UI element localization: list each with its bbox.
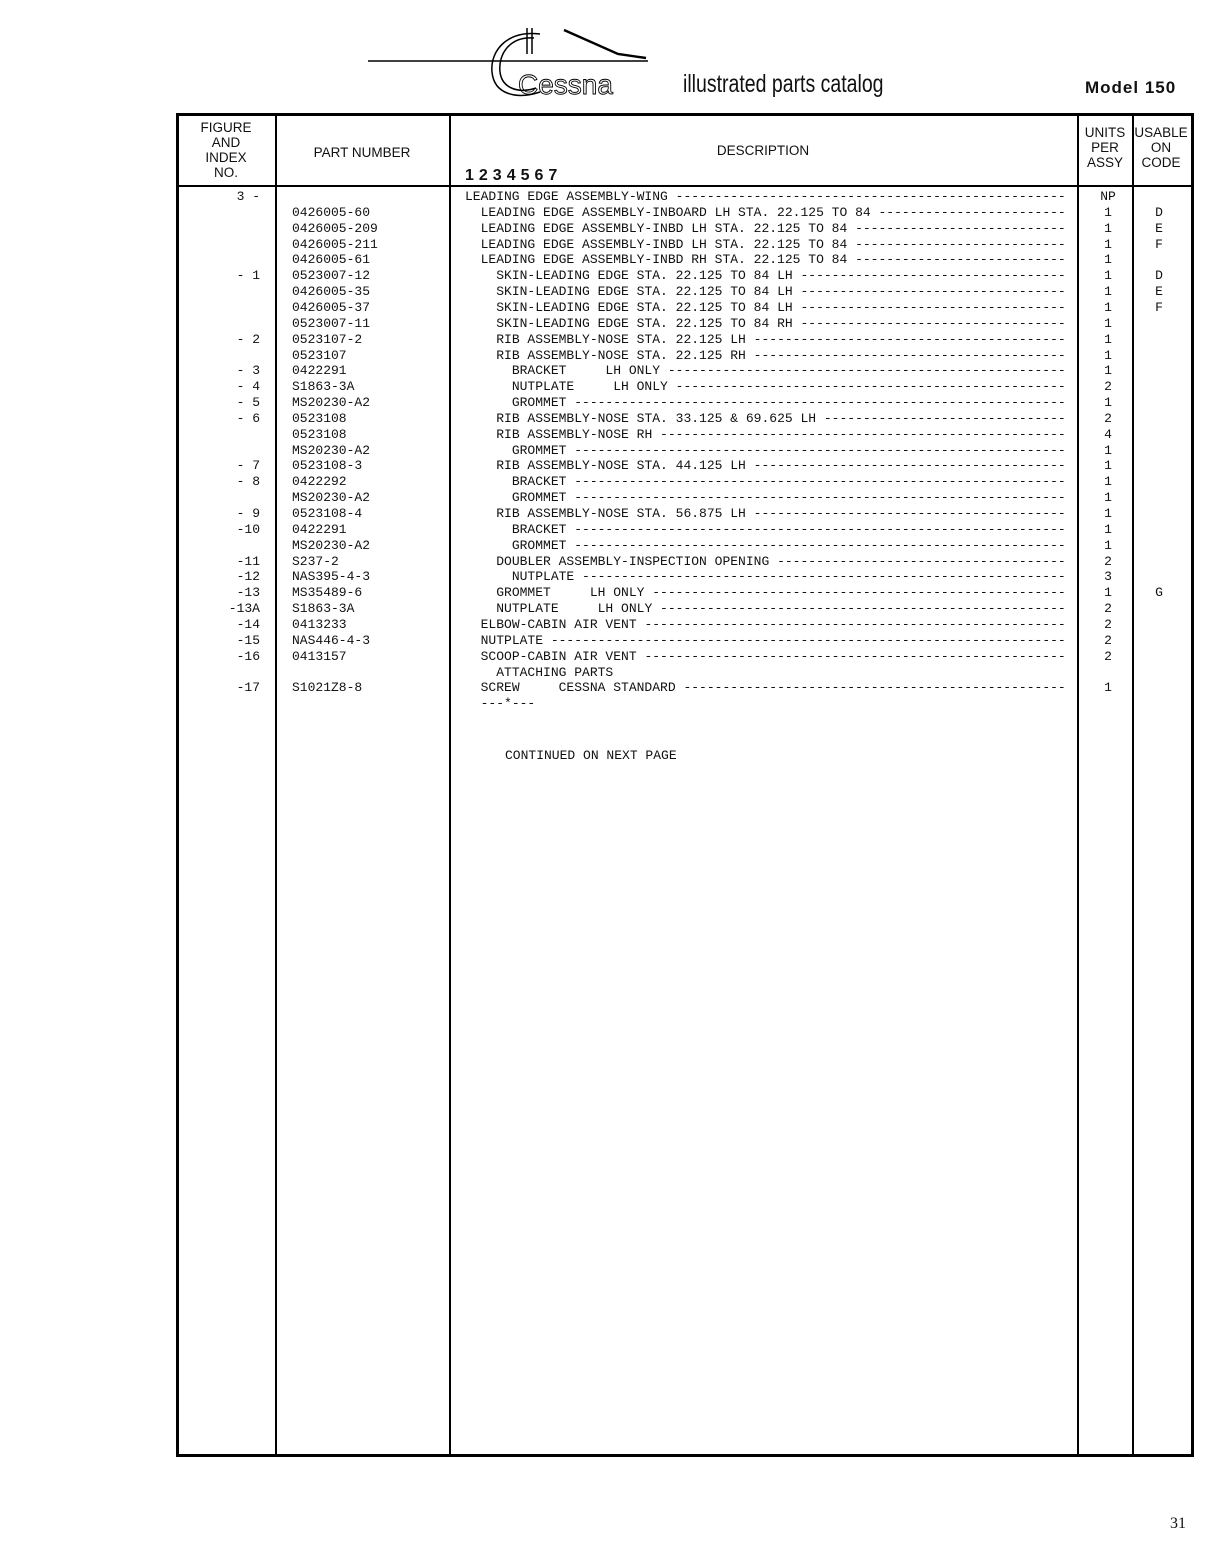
- units-cell: NP: [1100, 189, 1116, 204]
- description-cell: [465, 633, 1070, 649]
- header-units-per-assy: UNITS PER ASSY: [1084, 125, 1126, 170]
- table-row: [0, 411, 1212, 427]
- units-cell: 2: [1104, 617, 1112, 632]
- table-row: [0, 189, 1212, 205]
- dash-leader: -------------------------------: [816, 410, 1066, 426]
- part-number-cell: 0422292: [292, 474, 347, 490]
- units-cell: 1: [1104, 204, 1112, 220]
- units-cell: 1: [1104, 363, 1112, 379]
- description-text: LEADING EDGE ASSEMBLY-WING: [465, 189, 668, 204]
- description-cell: [465, 411, 1070, 427]
- description-cell: [465, 617, 1070, 633]
- description-cell: [465, 443, 1070, 459]
- description-cell: [465, 316, 1070, 332]
- table-row: [0, 601, 1212, 617]
- part-number-cell: 0426005-61: [292, 252, 371, 268]
- description-cell: [465, 221, 1070, 237]
- table-row: [0, 538, 1212, 554]
- part-number-cell: 0523108-4: [292, 506, 363, 521]
- units-cell: 1: [1104, 236, 1112, 252]
- description-text: SKIN-LEADING EDGE STA. 22.125 TO 84 LH: [496, 299, 793, 315]
- part-number-cell: NAS446-4-3: [292, 632, 371, 648]
- units-cell: 4: [1104, 426, 1112, 442]
- dash-leader: ----------------------------------: [792, 284, 1066, 300]
- description-text: SCREW CESSNA STANDARD: [480, 680, 676, 696]
- units-cell: 1: [1104, 680, 1112, 696]
- figure-index-cell: -13A: [228, 601, 260, 617]
- description-text: NUTPLATE LH ONLY: [496, 601, 653, 617]
- part-number-cell: 0523108-3: [292, 458, 363, 474]
- figure-index-cell: 3 -: [236, 189, 260, 204]
- part-number-cell: MS35489-6: [292, 585, 363, 601]
- description-text: SKIN-LEADING EDGE STA. 22.125 TO 84 RH: [496, 315, 793, 331]
- units-cell: 1: [1104, 537, 1112, 553]
- description-cell: [465, 458, 1070, 474]
- dash-leader: ----------------------------------------: [745, 347, 1066, 363]
- description-cell: [465, 284, 1070, 300]
- dash-leader: ------------------------------------------------------: [636, 617, 1066, 632]
- description-cell: [465, 395, 1070, 411]
- description-text: SCOOP-CABIN AIR VENT: [480, 648, 637, 664]
- figure-index-cell: -17: [236, 680, 260, 696]
- dash-leader: ----------------------------------------: [745, 331, 1066, 347]
- table-row: [0, 696, 1212, 712]
- description-text: SKIN-LEADING EDGE STA. 22.125 TO 84 LH: [496, 268, 793, 284]
- table-row: [0, 458, 1212, 474]
- units-cell: 1: [1104, 521, 1112, 537]
- table-row: [0, 427, 1212, 443]
- part-number-cell: 0426005-211: [292, 236, 378, 252]
- description-text: BRACKET: [511, 521, 567, 537]
- description-cell: [465, 379, 1070, 395]
- description-text: ELBOW-CABIN AIR VENT: [480, 617, 637, 632]
- dash-leader: --------------------------------------------------: [667, 379, 1066, 395]
- header-part-number: PART NUMBER: [313, 145, 411, 160]
- units-cell: 1: [1104, 585, 1112, 601]
- table-row: [0, 395, 1212, 411]
- model-label: Model 150: [1085, 78, 1177, 97]
- description-cell: [465, 665, 1070, 681]
- description-cell: [465, 237, 1070, 253]
- description-cell: [465, 300, 1070, 316]
- usable-code-cell: F: [1155, 299, 1163, 315]
- description-cell: [465, 696, 1070, 712]
- table-row: [0, 506, 1212, 522]
- figure-index-cell: - 9: [236, 506, 260, 521]
- part-number-cell: MS20230-A2: [292, 490, 371, 506]
- units-cell: 1: [1104, 506, 1112, 521]
- units-cell: 1: [1104, 268, 1112, 284]
- part-number-cell: 0523108: [292, 426, 347, 442]
- description-text: ATTACHING PARTS: [496, 664, 614, 680]
- dash-leader: -----------------------------------------------------: [644, 585, 1066, 601]
- part-number-cell: NAS395-4-3: [292, 569, 371, 585]
- description-text: NUTPLATE: [480, 632, 544, 648]
- dash-leader: ----------------------------------: [792, 315, 1066, 331]
- dash-leader: ----------------------------------------: [745, 506, 1066, 521]
- figure-index-cell: -16: [236, 648, 260, 664]
- table-row: [0, 237, 1212, 253]
- units-cell: 1: [1104, 490, 1112, 506]
- part-number-cell: 0523107-2: [292, 331, 363, 347]
- figure-index-cell: - 7: [236, 458, 260, 474]
- dash-leader: ----------------------------------: [792, 268, 1066, 284]
- description-text: LEADING EDGE ASSEMBLY-INBD RH STA. 22.125 TO 84: [480, 252, 848, 268]
- description-text: RIB ASSEMBLY-NOSE STA. 22.125 RH: [496, 347, 746, 363]
- description-text: NUTPLATE LH ONLY: [511, 379, 668, 395]
- table-row: [0, 665, 1212, 681]
- description-cell: [465, 348, 1070, 364]
- description-text: RIB ASSEMBLY-NOSE RH: [496, 426, 653, 442]
- dash-leader: ---------------------------------------------------------------: [566, 521, 1066, 537]
- part-number-cell: 0523107: [292, 347, 347, 363]
- table-row: [0, 284, 1212, 300]
- units-cell: 1: [1104, 220, 1112, 236]
- part-number-cell: S237-2: [292, 553, 339, 569]
- dash-leader: ---------------------------: [847, 252, 1066, 268]
- table-row: [0, 649, 1212, 665]
- logo-wordmark: Cessna: [518, 69, 613, 100]
- dash-leader: ------------------------------------------------------: [636, 648, 1066, 664]
- description-cell: [465, 427, 1070, 443]
- header-description: DESCRIPTION: [716, 143, 810, 158]
- dash-leader: ---------------------------------------------------------------: [566, 537, 1066, 553]
- part-number-cell: 0523108: [292, 410, 347, 426]
- figure-index-cell: - 1: [236, 268, 260, 284]
- units-cell: 2: [1104, 379, 1112, 395]
- dash-leader: ----------------------------------: [792, 299, 1066, 315]
- description-cell: [465, 522, 1070, 538]
- dash-leader: -------------------------------------------------: [675, 680, 1066, 696]
- description-text: ---*---: [480, 696, 536, 712]
- units-cell: 1: [1104, 284, 1112, 300]
- header-figure-index: FIGURE AND INDEX NO.: [200, 120, 252, 180]
- description-cell: [465, 601, 1070, 617]
- units-cell: 1: [1104, 299, 1112, 315]
- table-row: [0, 490, 1212, 506]
- table-row: [0, 252, 1212, 268]
- table-row: [0, 268, 1212, 284]
- part-number-cell: 0523007-11: [292, 315, 371, 331]
- description-text: NUTPLATE: [511, 569, 575, 585]
- part-number-cell: 0426005-35: [292, 284, 371, 300]
- part-number-cell: MS20230-A2: [292, 537, 371, 553]
- description-text: RIB ASSEMBLY-NOSE STA. 44.125 LH: [496, 458, 746, 474]
- units-cell: 2: [1104, 601, 1112, 617]
- table-row: [0, 316, 1212, 332]
- description-text: SKIN-LEADING EDGE STA. 22.125 TO 84 LH: [496, 284, 793, 300]
- figure-index-cell: -15: [236, 632, 260, 648]
- figure-index-cell: - 5: [236, 395, 260, 410]
- usable-code-cell: E: [1155, 220, 1163, 236]
- description-cell: [465, 252, 1070, 268]
- part-number-cell: S1863-3A: [292, 601, 355, 617]
- description-cell: [465, 506, 1070, 522]
- dash-leader: ----------------------------------------------------: [652, 426, 1066, 442]
- description-text: GROMMET: [511, 537, 567, 553]
- figure-index-cell: - 6: [236, 410, 260, 426]
- description-cell: [465, 585, 1070, 601]
- figure-index-cell: - 4: [236, 379, 260, 395]
- indent-scale: 1234567: [465, 167, 563, 184]
- units-cell: 1: [1104, 442, 1112, 458]
- usable-code-cell: D: [1155, 204, 1163, 220]
- description-text: LEADING EDGE ASSEMBLY-INBOARD LH STA. 22.125 TO 84: [480, 204, 871, 220]
- figure-index-cell: - 3: [236, 363, 260, 379]
- units-cell: 2: [1104, 410, 1112, 426]
- dash-leader: ------------------------: [870, 204, 1066, 220]
- description-text: RIB ASSEMBLY-NOSE STA. 56.875 LH: [496, 506, 746, 521]
- description-cell: [465, 649, 1070, 665]
- units-cell: 3: [1104, 569, 1112, 585]
- part-number-cell: MS20230-A2: [292, 442, 371, 458]
- part-number-cell: 0413157: [292, 648, 347, 664]
- figure-index-cell: -10: [236, 521, 260, 537]
- description-text: GROMMET LH ONLY: [496, 585, 645, 601]
- units-cell: 2: [1104, 553, 1112, 569]
- table-row: [0, 617, 1212, 633]
- units-cell: 1: [1104, 331, 1112, 347]
- part-number-cell: 0426005-209: [292, 220, 378, 236]
- continued-note: CONTINUED ON NEXT PAGE: [505, 748, 677, 763]
- header-usable-on-code: USABLE ON CODE: [1134, 125, 1188, 170]
- units-cell: 1: [1104, 474, 1112, 490]
- description-text: GROMMET: [511, 490, 567, 506]
- table-row: [0, 569, 1212, 585]
- usable-code-cell: F: [1155, 236, 1163, 252]
- figure-index-cell: -12: [236, 569, 260, 585]
- dash-leader: ---------------------------: [847, 220, 1066, 236]
- description-cell: [465, 474, 1070, 490]
- figure-index-cell: - 2: [236, 331, 260, 347]
- description-text: GROMMET: [511, 395, 567, 410]
- table-row: [0, 379, 1212, 395]
- table-row: [0, 522, 1212, 538]
- description-text: LEADING EDGE ASSEMBLY-INBD LH STA. 22.125 TO 84: [480, 236, 848, 252]
- dash-leader: ---------------------------------------------------------------: [566, 474, 1066, 490]
- cessna-logo: [368, 24, 688, 104]
- part-number-cell: 0426005-37: [292, 299, 371, 315]
- figure-index-cell: - 8: [236, 474, 260, 490]
- dash-leader: ---------------------------------------------------: [660, 363, 1066, 379]
- dash-leader: ---------------------------: [847, 236, 1066, 252]
- usable-code-cell: E: [1155, 284, 1163, 300]
- dash-leader: ----------------------------------------: [745, 458, 1066, 474]
- description-text: BRACKET LH ONLY: [511, 363, 661, 379]
- units-cell: 1: [1104, 395, 1112, 410]
- units-cell: 1: [1104, 252, 1112, 268]
- description-cell: [465, 538, 1070, 554]
- table-row: [0, 348, 1212, 364]
- part-number-cell: 0422291: [292, 363, 347, 379]
- description-cell: [465, 205, 1070, 221]
- part-number-cell: MS20230-A2: [292, 395, 371, 410]
- dash-leader: ----------------------------------------------------: [652, 601, 1066, 617]
- table-row: [0, 474, 1212, 490]
- part-number-cell: 0523007-12: [292, 268, 371, 284]
- description-cell: [465, 268, 1070, 284]
- table-row: [0, 221, 1212, 237]
- table-row: [0, 680, 1212, 696]
- part-number-cell: 0413233: [292, 617, 347, 632]
- figure-index-cell: -11: [236, 553, 260, 569]
- part-number-cell: S1863-3A: [292, 379, 355, 395]
- table-row: [0, 554, 1212, 570]
- dash-leader: --------------------------------------------------------------: [574, 569, 1066, 585]
- units-cell: 1: [1104, 315, 1112, 331]
- description-text: DOUBLER ASSEMBLY-INSPECTION OPENING: [496, 553, 770, 569]
- usable-code-cell: D: [1155, 268, 1163, 284]
- description-text: GROMMET: [511, 442, 567, 458]
- description-text: BRACKET: [511, 474, 567, 490]
- description-cell: [465, 680, 1070, 696]
- table-row: [0, 363, 1212, 379]
- description-cell: [465, 490, 1070, 506]
- description-text: RIB ASSEMBLY-NOSE STA. 22.125 LH: [496, 331, 746, 347]
- part-number-cell: 0426005-60: [292, 204, 371, 220]
- figure-index-cell: -13: [236, 585, 260, 601]
- dash-leader: ------------------------------------------------------------------: [543, 632, 1066, 648]
- units-cell: 2: [1104, 648, 1112, 664]
- part-number-cell: S1021Z8-8: [292, 680, 363, 696]
- dash-leader: ---------------------------------------------------------------: [566, 490, 1066, 506]
- description-text: RIB ASSEMBLY-NOSE STA. 33.125 & 69.625 LH: [496, 410, 817, 426]
- units-cell: 2: [1104, 632, 1112, 648]
- units-cell: 1: [1104, 458, 1112, 474]
- description-cell: [465, 554, 1070, 570]
- description-cell: [465, 569, 1070, 585]
- table-row: [0, 205, 1212, 221]
- dash-leader: --------------------------------------------------: [667, 189, 1066, 204]
- catalog-title: illustrated parts catalog: [683, 70, 884, 98]
- dash-leader: ---------------------------------------------------------------: [566, 442, 1066, 458]
- usable-code-cell: G: [1155, 585, 1163, 601]
- figure-index-cell: -14: [236, 617, 260, 632]
- table-row: [0, 633, 1212, 649]
- part-number-cell: 0422291: [292, 521, 347, 537]
- description-text: LEADING EDGE ASSEMBLY-INBD LH STA. 22.125 TO 84: [480, 220, 848, 236]
- description-cell: [465, 332, 1070, 348]
- description-cell: [465, 363, 1070, 379]
- table-row: [0, 585, 1212, 601]
- description-cell: [465, 189, 1070, 205]
- page-number: 31: [1170, 1515, 1186, 1532]
- table-row: [0, 443, 1212, 459]
- dash-leader: -------------------------------------: [769, 553, 1066, 569]
- dash-leader: ---------------------------------------------------------------: [566, 395, 1066, 410]
- header-divider: [176, 185, 1191, 187]
- table-row: [0, 332, 1212, 348]
- units-cell: 1: [1104, 347, 1112, 363]
- table-row: [0, 300, 1212, 316]
